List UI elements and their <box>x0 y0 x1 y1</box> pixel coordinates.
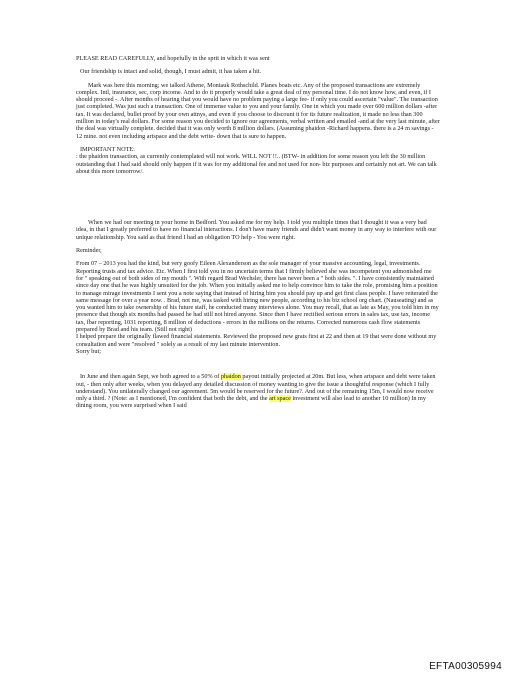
bates-number: EFTA00305994 <box>429 661 502 672</box>
mark-paragraph: Mark was here this morning; we talked Athene, Montauk Rothschild. Planes boats etc. Any of the proposed transactions are extremely complex. Intl, insurance, sec, corp income. And to do it properly would take a great deal of my personal time. I do not know how, and even, if I should proceed -. After months of hearing that you would have no problem paying a large fee- if only you could ascertain "value". The transaction just completed. Was just such a transaction. One of immense value to you and your family. One in which you made over 600 million dollars -after tax. It was declared, bullet proof by your own attnys, and even if you choose to discount it for its future realization, it made no less than 300 million in today's real dollars. For some reason you decided to ignore our agreements, verbal written and emailed -and at the very last minute, after the deal was virtually complete. decided that it was only worth 8 million dollars. (Assuming phaidon -Richard happens. there is a 24 m savings - 12 mine. not even including artspace and the debt write- down that is sure to happen. <box>76 81 440 140</box>
sorry-line: Sorry but; <box>76 347 101 355</box>
june-text-1: In June and then again Sept, we both agreed to a 50% of <box>80 373 221 381</box>
important-note-label: IMPORTANT NOTE: <box>80 145 135 153</box>
important-note-text: : the phaidon transaction, as currently contemplated will not work. WILL NOT !!.. (BTW- in addition for some reason you left the 30 million outstanding that I had said should only happen if it was for my additional fee and not used for non- biz purposes and certainly not art. We can talk about this more tomorrow/. <box>76 153 437 175</box>
highlight-art-space: art space <box>269 395 291 403</box>
header-line: PLEASE READ CAREFULLY, and hopefully in the sprit in which it was sent <box>76 55 270 62</box>
june-text-3: investment will also lead to another 10 million) In my dining room, you were surprised when I said <box>76 395 426 410</box>
reminder-line: Reminder, <box>76 247 102 255</box>
document-page <box>76 55 440 416</box>
june-text-2: payout initially projected at 20m. But less, when artspace and debt were taken out, - then only after weeks, when you delayed any detailed discussion of money wanting to give the issue a thoughtful response (which I fully understand). You unilaterally changed our agreement. 5m would be reserved for the future?. And out of the remaining 15m, I would now receive only a third. ? (Note: as I mentioned, I'm confident that both the debt, and the <box>76 373 436 403</box>
important-note <box>76 146 440 175</box>
june-paragraph <box>76 373 440 409</box>
bedford-paragraph: When we had our meeting in your home in Bedford. You asked me for my help. I told you multiple times that I thought it was a very bad idea, in that I greatly preferred to have no financial interactions. I don't have many friends and didn't want money in any way to interfere with our unique relationship. You said as that friend I had an obligation TO help - You were right. <box>76 219 437 241</box>
from-paragraph: From 07 – 2013 you had the kind, but very goofy Eileen Alexanderson as the sole manager of your massive accounting, legal, investments. Reporting trusts and tax advice. Etc. When I first told you in no uncertain terms that I firmly believed she was incompetent you admonished me for " speaking out of both sides of my mouth ". With regard Brad Wechsler, there has never been a " both sides. ". I have consistently maintained since day one that he was highly unsuited for the job. When you initially asked me to help convince him to take the role, promising him a position to manage mirage investments I sent you a note saying that instead of hiring him you should pay up and get first class people. I have reiterated the same message for over a year now. . Brad, not me, was tasked with hiring new people, according to his biz school org chart. (Nauseating) and as you wanted him to take ownership of his future staff, he conducted many interviews alone. You may recall, that as late as May, you told him in my presence that though six months had passed he had still not hired anyone. Since then I have rectified serious errors in sales tax, use tax, income tax, fbar reporting, 1031 reporting, 8 million of deductions - errors in the millions on the returns. Corrected numerous cash flow statements prepared by Brad and his team. (Still not right) <box>76 260 439 334</box>
highlight-phaidon: phaidon <box>220 373 241 381</box>
helped-paragraph: I helped prepare the originally flawed financial statements. Reviewed the proposed new grats first at 22 and then at 19 that were done without my consultation and were "resolved " solely as a result of my last minute intervention. <box>76 333 437 348</box>
friendship-paragraph: Our friendship is intact and solid, though, I must admit, it has taken a hit. <box>80 68 262 76</box>
